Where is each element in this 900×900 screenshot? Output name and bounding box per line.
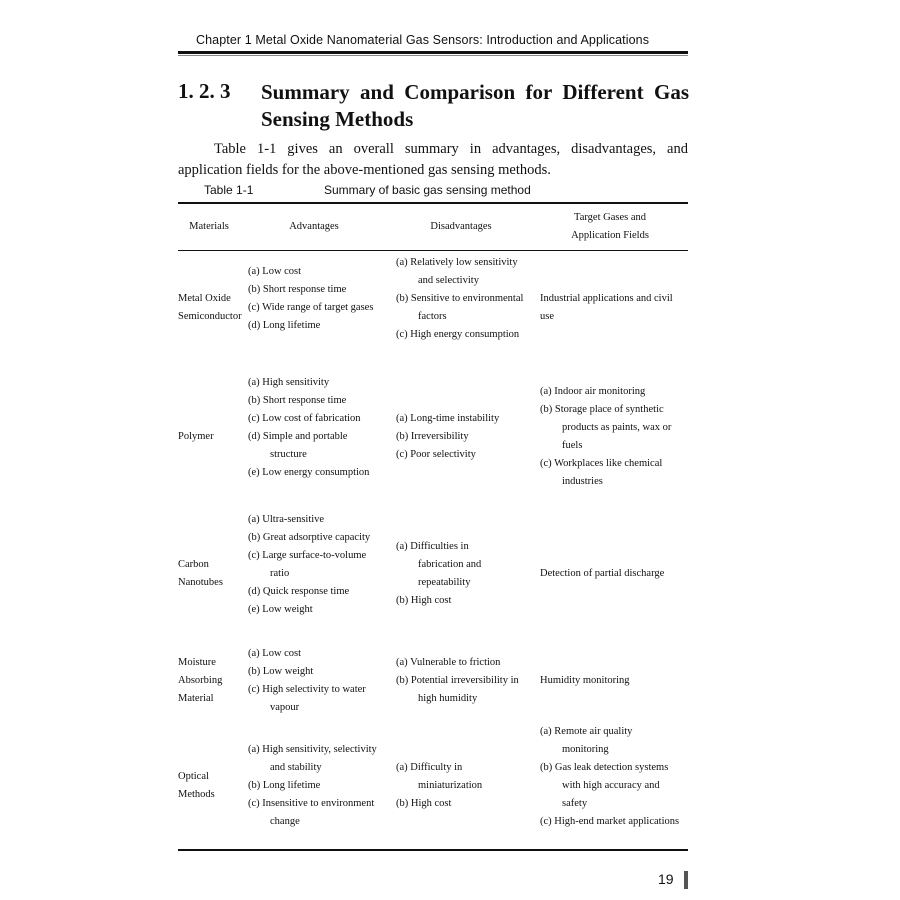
list-item: (c) Low cost of fabrication (248, 413, 361, 424)
header-target-line2: Application Fields (571, 230, 649, 241)
list-item: (a) Low cost (248, 648, 302, 659)
material-line: Moisture (178, 657, 216, 668)
material-line: Semiconductor (178, 311, 242, 322)
row4-disadvantages (396, 654, 532, 708)
list-item: (c) Insensitive to environment change (248, 798, 375, 827)
row5-material (178, 768, 248, 804)
list-item: (a) Ultra-sensitive (248, 514, 325, 525)
row3-material (178, 556, 248, 592)
table-caption-title: Summary of basic gas sensing method (324, 183, 531, 197)
row3-disadvantages (396, 538, 516, 610)
row2-material (178, 428, 248, 446)
list-item: (e) Low weight (248, 604, 313, 615)
row5-target (540, 723, 680, 831)
list-item: (b) Irreversibility (396, 431, 469, 442)
section-number: 1. 2. 3 (178, 79, 231, 103)
list-item: (c) Workplaces like chemical industries (540, 458, 663, 487)
material-line: Material (178, 693, 214, 704)
list-item: (b) Low weight (248, 666, 314, 677)
running-header: Chapter 1 Metal Oxide Nanomaterial Gas Sensors: Introduction and Applications (196, 33, 650, 47)
row1-material (178, 290, 248, 326)
row2-disadvantages (396, 410, 532, 464)
row1-disadvantages (396, 254, 532, 344)
header-rule-thin (178, 55, 688, 56)
list-item: (d) Quick response time (248, 586, 350, 597)
material-line: Metal Oxide (178, 293, 231, 304)
row5-disadvantages (396, 759, 516, 813)
row1-advantages (248, 263, 382, 335)
list-item: (e) Low energy consumption (248, 467, 370, 478)
list-item: (a) High sensitivity (248, 377, 330, 388)
list-item: (a) Vulnerable to friction (396, 657, 501, 668)
list-item: (a) Long-time instability (396, 413, 500, 424)
table-bottom-rule (178, 849, 688, 851)
row3-advantages (248, 511, 384, 619)
list-item: (b) Short response time (248, 284, 347, 295)
list-item: (b) Short response time (248, 395, 347, 406)
list-item: (a) Difficulty in miniaturization (396, 762, 483, 791)
list-item: (d) Simple and portable structure (248, 431, 348, 460)
list-item: Humidity monitoring (540, 675, 630, 686)
list-item: (a) Low cost (248, 266, 302, 277)
row4-target (540, 672, 680, 690)
row2-target (540, 383, 682, 491)
page-number: 19 (658, 871, 674, 887)
row4-advantages (248, 645, 380, 717)
material-line: Absorbing (178, 675, 223, 686)
list-item: (d) Long lifetime (248, 320, 321, 331)
list-item: (c) Large surface-to-volume ratio (248, 550, 367, 579)
section-title: Summary and Comparison for Different Gas Sensing Methods (261, 80, 689, 131)
header-target (540, 209, 680, 245)
header-disadvantages: Disadvantages (430, 221, 492, 232)
material-line: Carbon (178, 559, 209, 570)
material-line: Nanotubes (178, 577, 223, 588)
header-materials: Materials (189, 221, 229, 232)
material-line: Polymer (178, 431, 214, 442)
list-item: (c) Poor selectivity (396, 449, 476, 460)
table-caption-number: Table 1-1 (204, 183, 254, 197)
header-target-line1: Target Gases and (574, 212, 646, 223)
list-item: (b) Great adsorptive capacity (248, 532, 371, 543)
list-item: (a) Relatively low sensitivity and selectivity (396, 257, 518, 286)
list-item: (c) High-end market applications (540, 816, 680, 827)
list-item: (a) Remote air quality monitoring (540, 726, 633, 755)
list-item: (a) Difficulties in fabrication and repeatability (396, 541, 482, 588)
list-item: (c) High energy consumption (396, 329, 520, 340)
list-item: (b) Sensitive to environmental factors (396, 293, 524, 322)
list-item: (b) Long lifetime (248, 780, 321, 791)
list-item: (c) High selectivity to water vapour (248, 684, 366, 713)
row2-advantages (248, 374, 384, 482)
header-advantages: Advantages (289, 221, 339, 232)
table-top-rule (178, 202, 688, 204)
intro-paragraph: Table 1-1 gives an overall summary in advantages, disadvantages, and application fields for the above-mentioned gas sensing methods. (178, 141, 688, 178)
list-item: (c) Wide range of target gases (248, 302, 374, 313)
material-line: Methods (178, 789, 215, 800)
row1-target (540, 290, 680, 326)
list-item: (a) High sensitivity, selectivity and stability (248, 744, 377, 773)
row5-advantages (248, 741, 382, 831)
list-item: Industrial applications and civil use (540, 293, 673, 322)
material-line: Optical (178, 771, 209, 782)
list-item: (b) High cost (396, 798, 452, 809)
list-item: Detection of partial discharge (540, 568, 665, 579)
header-rule (178, 51, 688, 54)
list-item: (a) Indoor air monitoring (540, 386, 646, 397)
list-item: (b) High cost (396, 595, 452, 606)
list-item: (b) Gas leak detection systems with high accuracy and safety (540, 762, 669, 809)
table-header-rule (178, 250, 688, 251)
row4-material (178, 654, 248, 708)
page-number-bar (684, 871, 688, 889)
list-item: (b) Storage place of synthetic products as paints, wax or fuels (540, 404, 672, 451)
list-item: (b) Potential irreversibility in high humidity (396, 675, 519, 704)
row3-target (540, 565, 686, 583)
